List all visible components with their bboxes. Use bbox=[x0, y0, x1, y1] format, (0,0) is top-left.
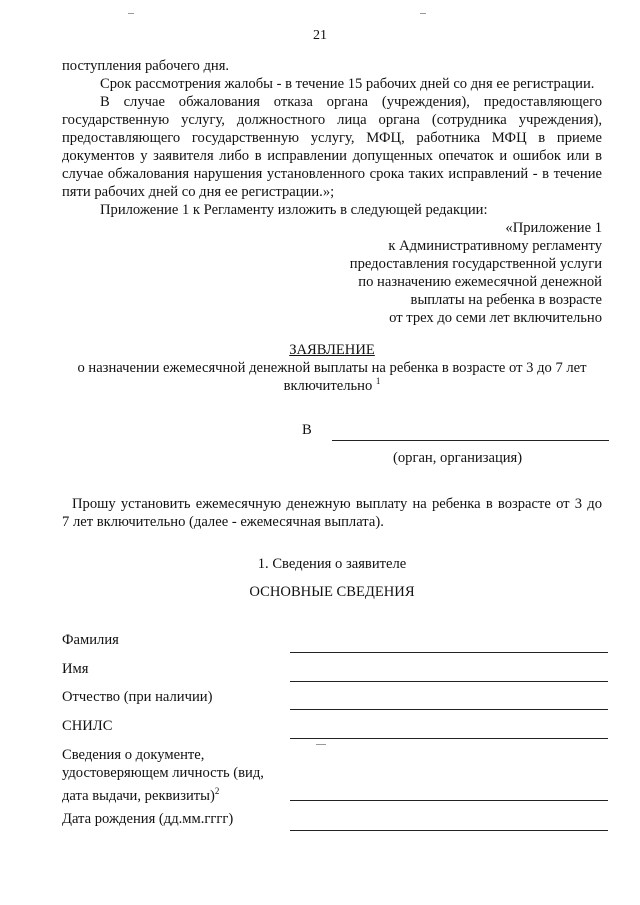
appendix-line-5: выплаты на ребенка в возрасте bbox=[410, 292, 602, 308]
name-input-line[interactable] bbox=[290, 681, 608, 682]
identity-doc-input-line[interactable] bbox=[290, 800, 608, 801]
footnote-marker-1: 1 bbox=[375, 376, 381, 386]
body-line-7: случае обжалования нарушения установленного срока таких исправлений - в течение bbox=[62, 166, 602, 182]
subsection-title: ОСНОВНЫЕ СВЕДЕНИЯ bbox=[249, 584, 415, 600]
snils-input-line[interactable] bbox=[290, 738, 608, 739]
organ-caption: (орган, организация) bbox=[393, 450, 523, 466]
page-number: 21 bbox=[313, 28, 327, 43]
snils-label: СНИЛС bbox=[62, 718, 113, 734]
section-title: 1. Сведения о заявителе bbox=[257, 556, 407, 572]
surname-input-line[interactable] bbox=[290, 652, 608, 653]
footnote-marker-2: 2 bbox=[214, 786, 220, 796]
appendix-line-1: «Приложение 1 bbox=[505, 220, 602, 236]
body-line-6: документов у заявителя либо в исправлении допущенных опечаток и ошибок или в bbox=[62, 148, 602, 164]
identity-doc-label-2: удостоверяющем личность (вид, bbox=[62, 765, 264, 781]
appendix-line-3: предоставления государственной услуги bbox=[349, 256, 602, 272]
scan-mark bbox=[316, 744, 326, 745]
application-subtitle-1: о назначении ежемесячной денежной выплаты на ребенка в возрасте от 3 до 7 лет bbox=[77, 360, 587, 376]
identity-doc-label-1: Сведения о документе, bbox=[62, 747, 205, 763]
appendix-line-2: к Административному регламенту bbox=[388, 238, 602, 254]
organ-input-line[interactable] bbox=[332, 440, 609, 441]
request-line-1: Прошу установить ежемесячную денежную выплату на ребенка в возрасте от 3 до bbox=[72, 496, 602, 512]
appendix-line-6: от трех до семи лет включительно bbox=[389, 310, 602, 326]
application-title: ЗАЯВЛЕНИЕ bbox=[289, 342, 375, 358]
birth-date-label: Дата рождения (дд.мм.гггг) bbox=[62, 811, 234, 827]
body-line-1: поступления рабочего дня. bbox=[62, 58, 230, 74]
body-line-4: государственную услугу, должностного лица органа (сотрудника учреждения), bbox=[62, 112, 602, 128]
application-subtitle-2-text: включительно bbox=[283, 377, 373, 394]
scan-mark bbox=[128, 13, 134, 14]
identity-doc-label-3 bbox=[62, 783, 219, 805]
birth-date-input-line[interactable] bbox=[290, 830, 608, 831]
application-subtitle-2 bbox=[0, 376, 640, 395]
body-line-2: Срок рассмотрения жалобы - в течение 15 рабочих дней со дня ее регистрации. bbox=[100, 76, 595, 92]
to-prefix: В bbox=[302, 422, 312, 438]
body-line-9: Приложение 1 к Регламенту изложить в следующей редакции: bbox=[100, 202, 488, 218]
identity-doc-label-3-text: дата выдачи, реквизиты) bbox=[62, 787, 215, 804]
appendix-line-4: по назначению ежемесячной денежной bbox=[358, 274, 602, 290]
body-line-5: предоставляющего государственную услугу, МФЦ, работника МФЦ в приеме bbox=[62, 130, 602, 146]
scan-mark bbox=[420, 13, 426, 14]
patronymic-label: Отчество (при наличии) bbox=[62, 689, 213, 705]
request-line-2: 7 лет включительно (далее - ежемесячная выплата). bbox=[62, 514, 384, 530]
patronymic-input-line[interactable] bbox=[290, 709, 608, 710]
surname-label: Фамилия bbox=[62, 632, 119, 648]
body-line-8: пяти рабочих дней со дня ее регистрации.»; bbox=[62, 184, 335, 200]
body-line-3: В случае обжалования отказа органа (учреждения), предоставляющего bbox=[100, 94, 602, 110]
name-label: Имя bbox=[62, 661, 89, 677]
